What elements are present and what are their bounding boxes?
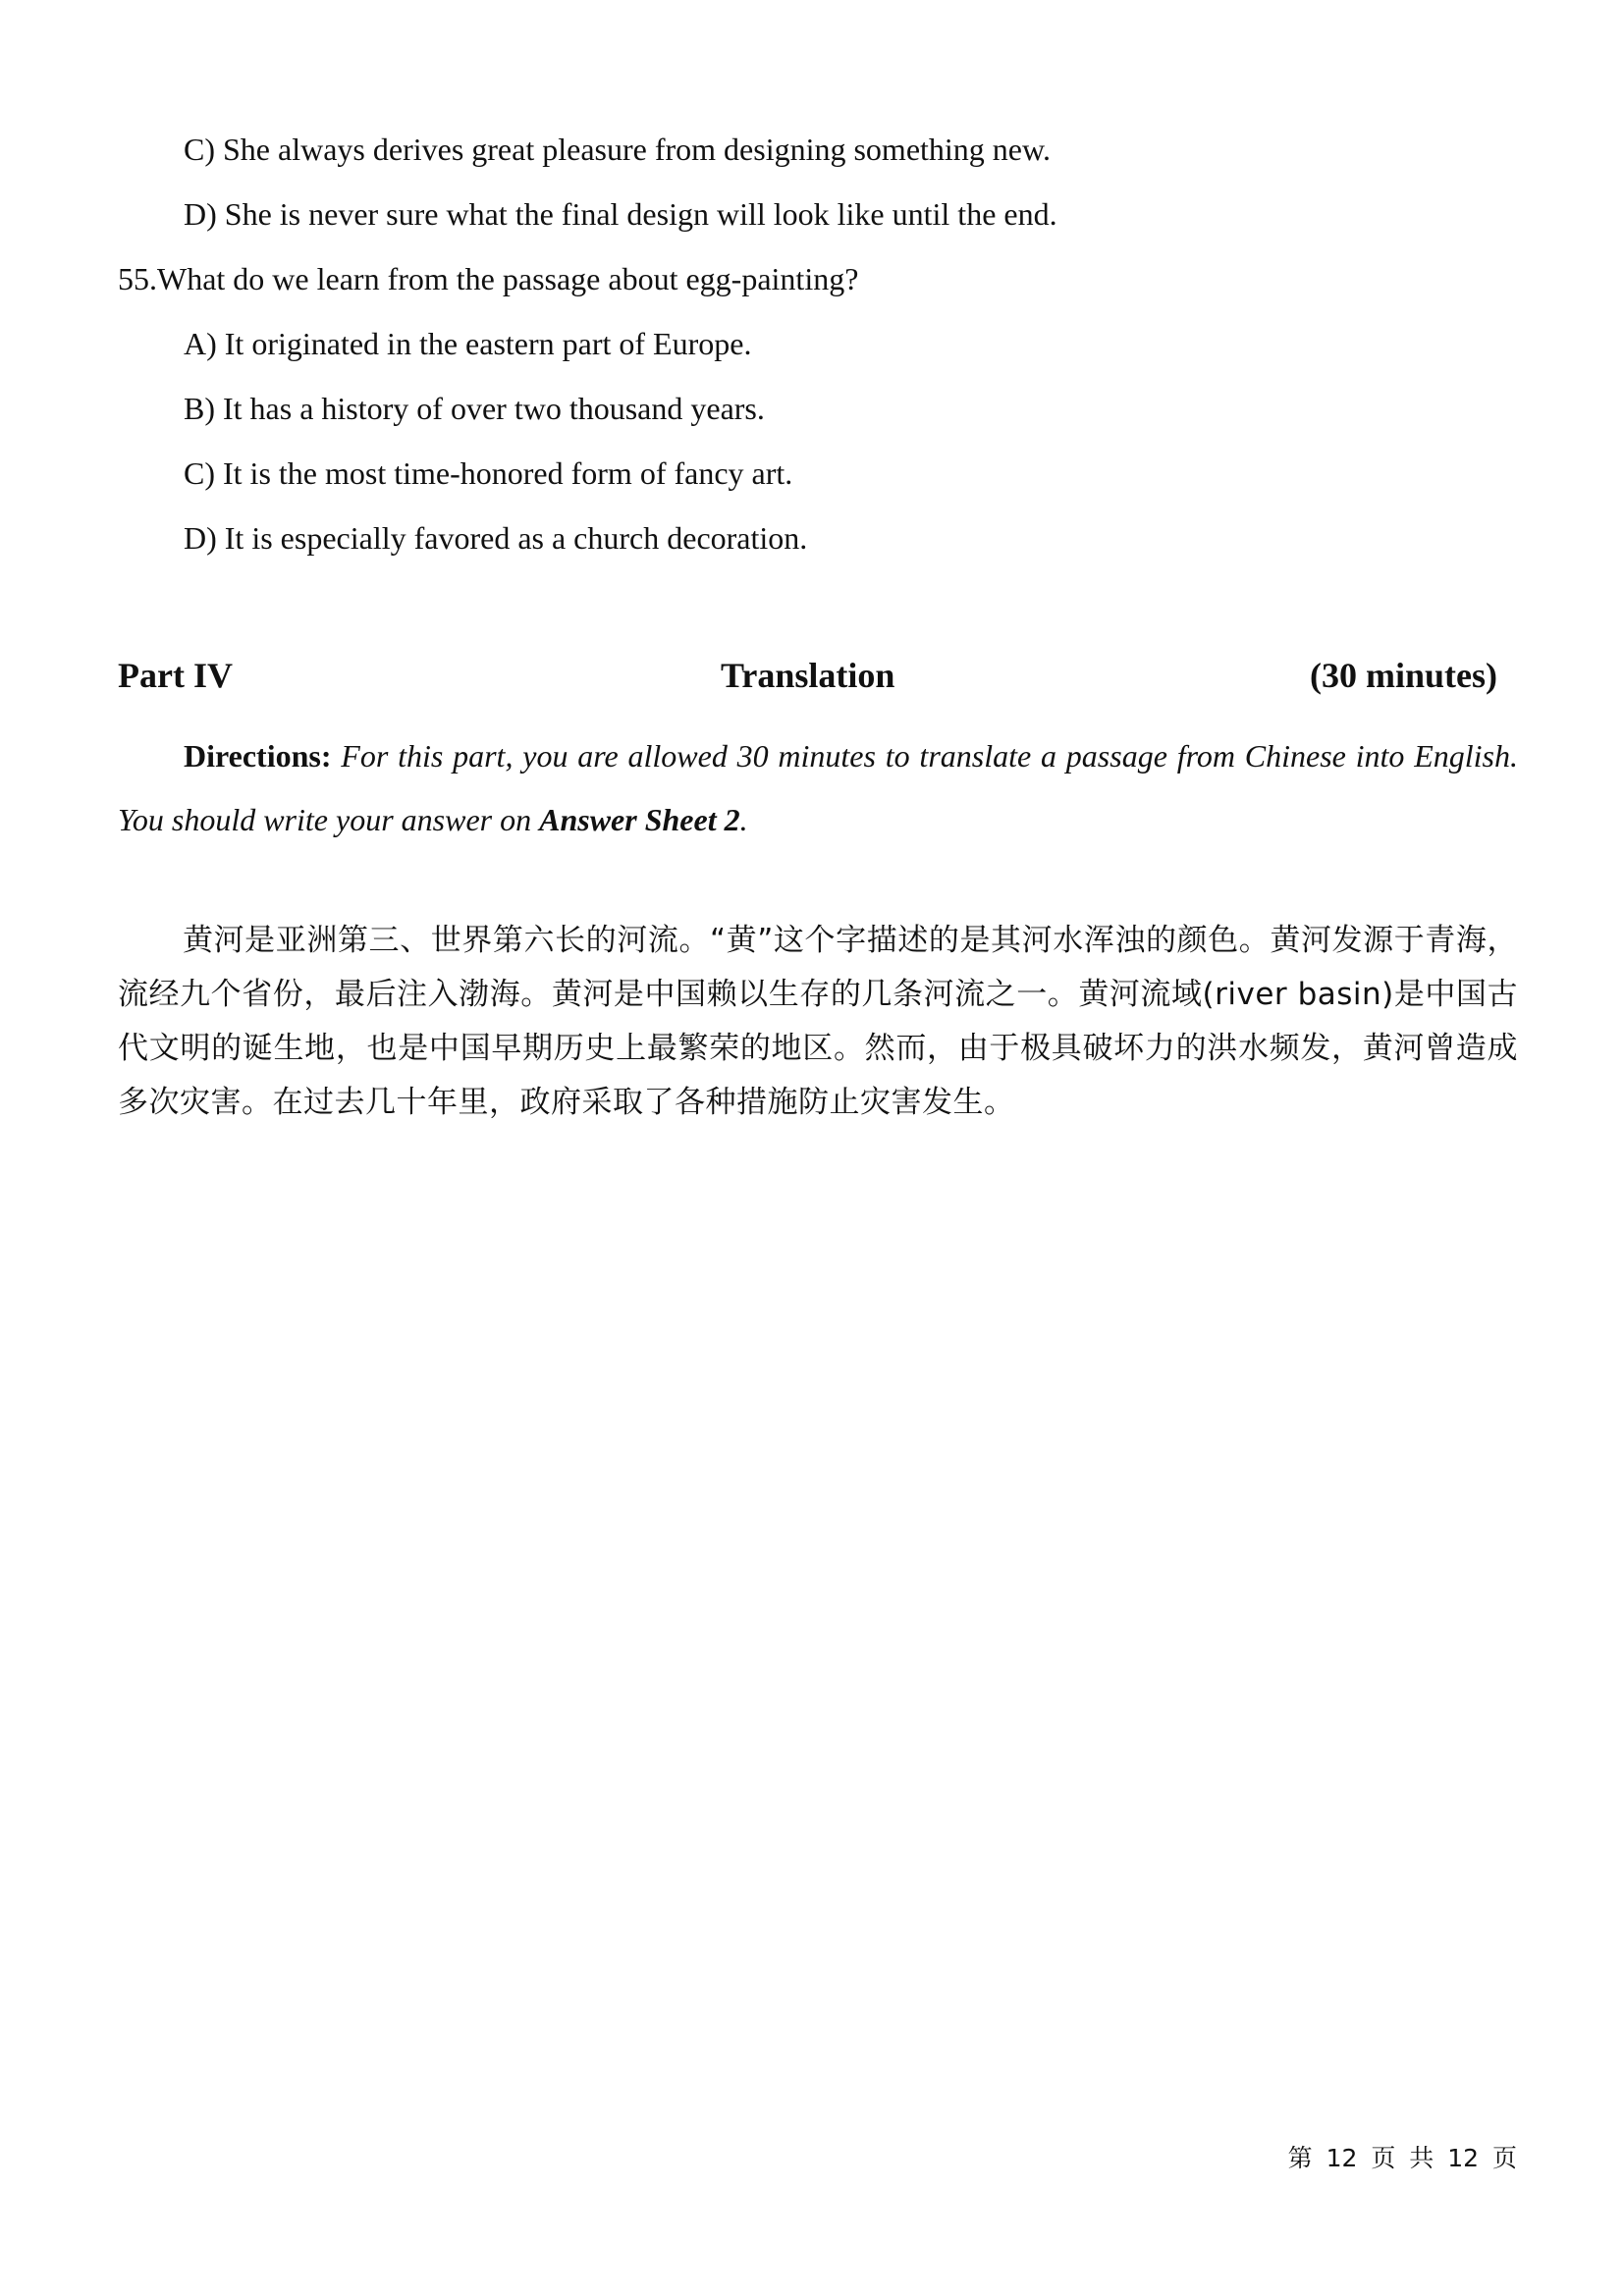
q55-option-b: B) It has a history of over two thousand years. — [184, 391, 765, 426]
q54-option-d: D) She is never sure what the final design will look like until the end. — [184, 196, 1057, 232]
answer-sheet-ref: Answer Sheet 2 — [539, 802, 740, 837]
part-header — [118, 654, 1497, 697]
page-number: 第 12 页 共 12 页 — [1287, 2144, 1517, 2172]
part-title: Translation — [721, 656, 895, 695]
q55-option-a: A) It originated in the eastern part of Europe. — [184, 326, 752, 361]
q55-stem: 55.What do we learn from the passage about egg-painting? — [118, 261, 859, 296]
q55-option-c: C) It is the most time-honored form of fancy art. — [184, 455, 793, 491]
translation-passage: 黄河是亚洲第三、世界第六长的河流。“黄”这个字描述的是其河水浑浊的颜色。黄河发源于青海，流经九个省份，最后注入渤海。黄河是中国赖以生存的几条河流之一。黄河流域(river basin)是中国古代文明的诞生地，也是中国早期历史上最繁荣的地区。然而，由于极具破坏力的洪水频发，黄河曾造成多次灾害。在过去几十年里，政府采取了各种措施防止灾害发生。 — [118, 923, 1518, 1120]
directions-end: . — [739, 802, 748, 837]
part-time: (30 minutes) — [1310, 656, 1497, 695]
part-label: Part IV — [118, 656, 233, 695]
directions-text: For this part, you are allowed 30 minutes to translate a passage from Chinese into English. You should write your answer on — [118, 738, 1519, 837]
directions — [118, 724, 1518, 852]
directions-label: Directions: — [184, 738, 332, 774]
q54-option-c: C) She always derives great pleasure from designing something new. — [184, 132, 1052, 167]
q55-option-d: D) It is especially favored as a church decoration. — [184, 520, 808, 556]
